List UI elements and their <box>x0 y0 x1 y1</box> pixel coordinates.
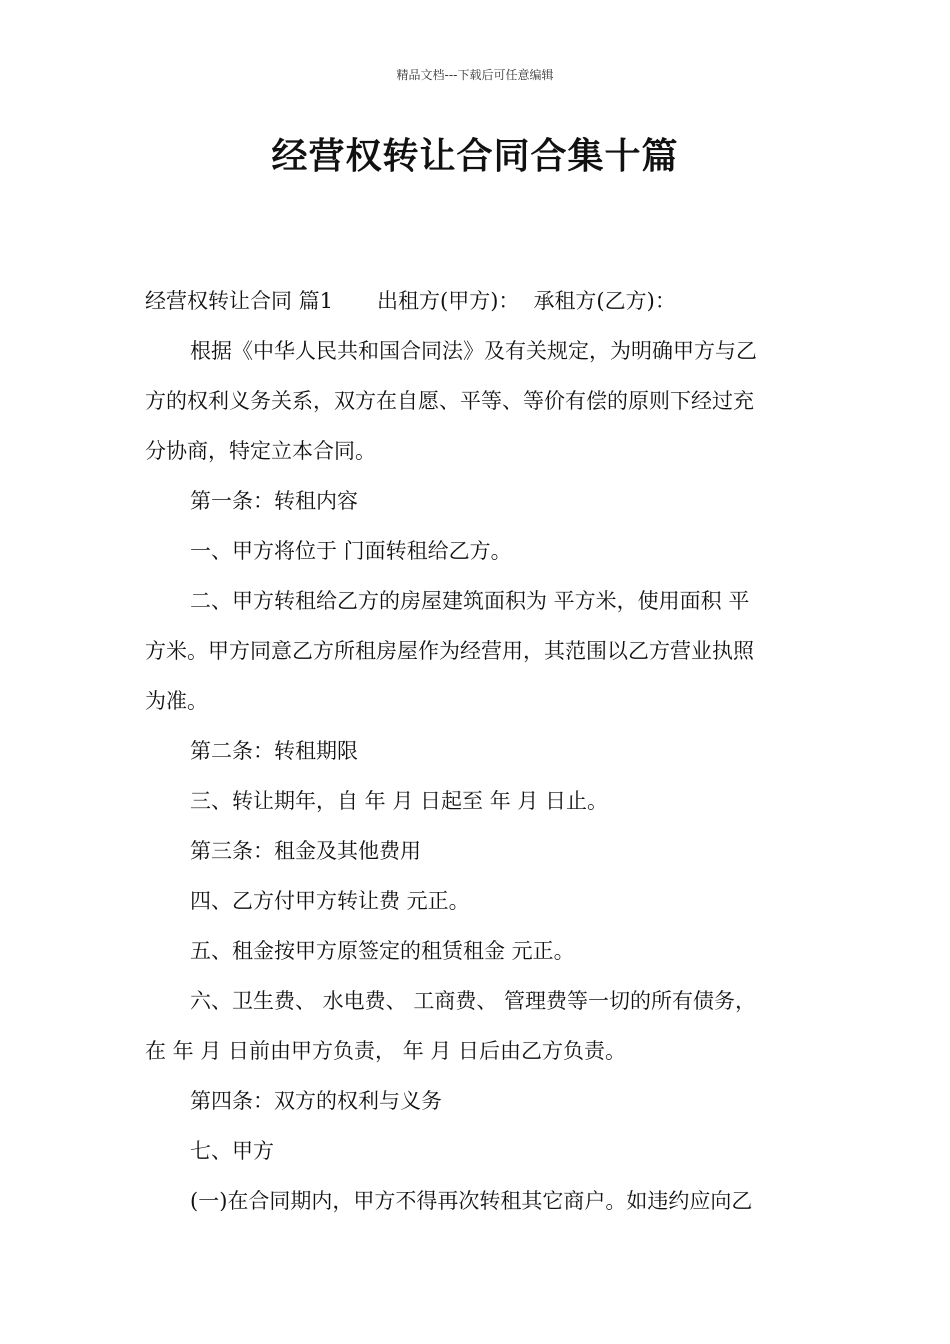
paragraph-line: 七、甲方 <box>190 1139 274 1163</box>
header-note: 精品文档---下载后可任意编辑 <box>396 68 554 82</box>
document-body <box>145 282 807 1232</box>
article-heading: 第一条：转租内容 <box>190 489 358 513</box>
paragraph-line: 二、甲方转租给乙方的房屋建筑面积为 平方米，使用面积 平 <box>190 589 750 613</box>
paragraph-line: 在 年 月 日前由甲方负责， 年 月 日后由乙方负责。 <box>145 1039 627 1063</box>
article-heading: 第四条：双方的权利与义务 <box>190 1089 442 1113</box>
paragraph-line: (一)在合同期内，甲方不得再次转租其它商户。如违约应向乙 <box>190 1189 753 1213</box>
paragraph-line: 三、转让期年，自 年 月 日起至 年 月 日止。 <box>190 789 609 813</box>
document-title: 经营权转让合同合集十篇 <box>271 136 679 177</box>
contract-heading: 经营权转让合同 篇1 <box>145 289 334 313</box>
paragraph-line: 六、卫生费、 水电费、 工商费、 管理费等一切的所有债务， <box>190 989 757 1013</box>
paragraph-line: 五、租金按甲方原签定的租赁租金 元正。 <box>190 939 575 963</box>
contract-heading-line <box>145 282 807 332</box>
article-heading: 第三条：租金及其他费用 <box>190 839 421 863</box>
paragraph-line: 一、甲方将位于 门面转租给乙方。 <box>190 539 512 563</box>
lessee-label: 承租方(乙方)： <box>533 289 676 313</box>
paragraph-line: 方的权利义务关系，双方在自愿、平等、等价有偿的原则下经过充 <box>145 389 754 413</box>
article-heading: 第二条：转租期限 <box>190 739 358 763</box>
paragraph-line: 四、乙方付甲方转让费 元正。 <box>190 889 470 913</box>
lessor-label: 出租方(甲方)： <box>377 289 520 313</box>
paragraph-line: 为准。 <box>145 689 208 713</box>
paragraph-line: 根据《中华人民共和国合同法》及有关规定，为明确甲方与乙 <box>190 339 757 363</box>
paragraph-line: 方米。甲方同意乙方所租房屋作为经营用，其范围以乙方营业执照 <box>145 639 754 663</box>
paragraph-line: 分协商，特定立本合同。 <box>145 439 376 463</box>
